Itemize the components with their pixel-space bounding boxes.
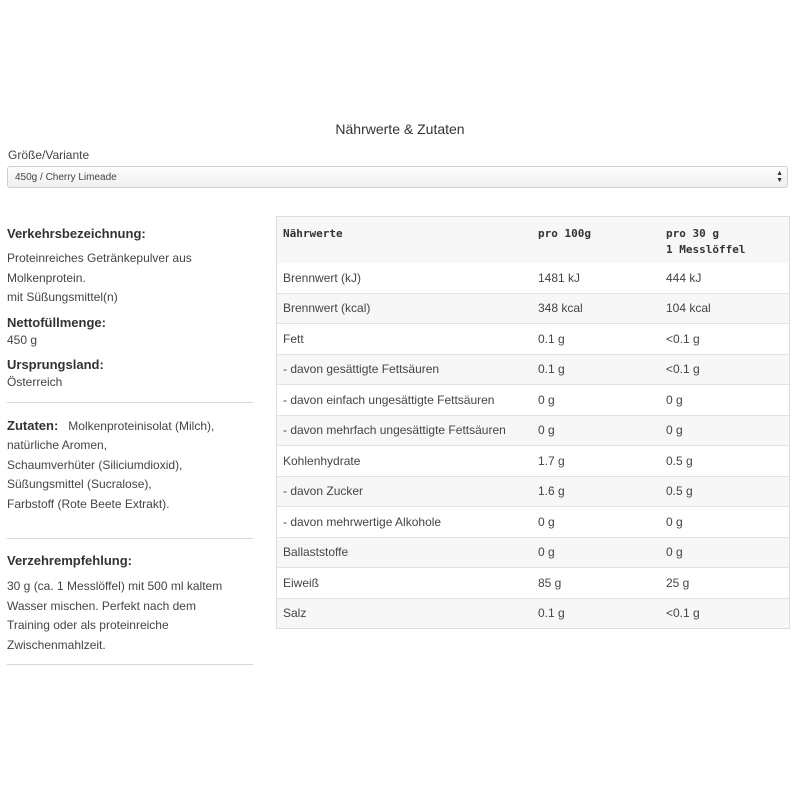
value-per-serving: 0 g [666,514,683,529]
recommendation-text [7,577,253,655]
value-per-100g: 0.1 g [538,362,565,377]
designation-text [7,249,253,308]
table-row [277,384,789,415]
value-per-100g: 1481 kJ [538,270,581,285]
variant-select[interactable] [7,166,788,188]
value-per-serving: <0.1 g [666,362,700,377]
table-row [277,445,789,476]
nutrient-name: Brennwert (kJ) [283,270,362,285]
ingredients-line: natürliche Aromen, [7,438,108,452]
value-per-serving: <0.1 g [666,606,700,621]
value-per-100g: 0.1 g [538,331,565,346]
value-per-serving: 0 g [666,423,683,438]
value-per-100g: 85 g [538,575,562,590]
value-per-serving: 0 g [666,545,683,560]
net-value: 450 g [7,332,38,347]
value-per-serving: 0.5 g [666,484,693,499]
designation-line: Molkenprotein. [7,270,86,285]
ingredients-heading: Zutaten: [7,417,59,433]
value-per-serving: 0 g [666,392,683,407]
value-per-100g: 0 g [538,514,555,529]
designation-line: mit Süßungsmittel(n) [7,290,118,304]
value-per-100g: 348 kcal [538,301,583,316]
value-per-serving: 104 kcal [666,301,711,316]
table-row [277,323,789,354]
table-row [277,567,789,598]
nutrient-name: - davon gesättigte Fettsäuren [283,362,440,377]
table-row [277,598,789,629]
header-per-serving-line: pro 30 g [666,227,719,240]
divider [7,538,253,539]
value-per-100g: 0.1 g [538,606,565,621]
value-per-serving: 25 g [666,575,690,590]
section-title: Nährwerte & Zutaten [335,121,465,137]
nutrient-name: - davon mehrwertige Alkohole [283,514,442,529]
table-row [277,537,789,568]
nutrient-name: Eiweiß [283,575,320,590]
designation-heading: Verkehrsbezeichnung: [7,226,146,241]
nutrient-name: Salz [283,606,307,621]
ingredients-line: Farbstoff (Rote Beete Extrakt). [7,496,170,511]
product-info [7,216,253,665]
header-nutrients: Nährwerte [283,227,343,240]
recommendation-line: Wasser mischen. Perfekt nach dem [7,598,196,613]
table-row [277,293,789,324]
divider [7,664,253,665]
origin-heading: Ursprungsland: [7,357,104,372]
table-header [277,217,789,263]
table-row [277,415,789,446]
ingredients-line: Süßungsmittel (Sucralose), [7,477,152,491]
nutrient-name: - davon einfach ungesättigte Fettsäuren [283,392,495,407]
table-row [277,263,789,293]
value-per-serving: 0.5 g [666,453,693,468]
value-per-100g: 1.7 g [538,453,565,468]
ingredients-line: Molkenproteinisolat (Milch), [68,418,215,433]
designation-line: Proteinreiches Getränkepulver aus [7,251,192,265]
variant-selected-value: 450g / Cherry Limeade [15,171,117,183]
variant-label: Größe/Variante [8,148,90,162]
ingredients-text [7,416,253,515]
net-heading: Nettofüllmenge: [7,314,106,330]
value-per-serving: <0.1 g [666,331,700,346]
divider [7,402,253,403]
header-per-serving [660,217,789,258]
header-per-serving-line: 1 Messlöffel [666,243,746,256]
nutrient-name: - davon mehrfach ungesättigte Fettsäuren [283,423,506,438]
value-per-100g: 0 g [538,545,555,560]
nutrient-name: Brennwert (kcal) [283,301,371,316]
nutrient-name: - davon Zucker [283,484,364,499]
value-per-100g: 0 g [538,423,555,438]
ingredients-line: Schaumverhüter (Siliciumdioxid), [7,457,183,472]
origin-value: Österreich [7,375,63,389]
table-row [277,354,789,385]
nutrient-name: Fett [283,331,304,346]
table-row [277,506,789,537]
recommendation-line: 30 g (ca. 1 Messlöffel) mit 500 ml kaltem [7,579,223,593]
nutrition-table [276,216,790,629]
value-per-100g: 0 g [538,392,555,407]
header-per-100g: pro 100g [538,227,591,240]
select-arrows-icon: ▲ ▼ [776,170,783,184]
table-row [277,476,789,507]
nutrient-name: Ballaststoffe [283,545,349,560]
recommendation-heading: Verzehrempfehlung: [7,553,132,568]
nutrient-name: Kohlenhydrate [283,453,361,468]
value-per-100g: 1.6 g [538,484,565,499]
recommendation-line: Zwischenmahlzeit. [7,637,106,652]
value-per-serving: 444 kJ [666,270,702,285]
recommendation-line: Training oder als proteinreiche [7,618,169,632]
